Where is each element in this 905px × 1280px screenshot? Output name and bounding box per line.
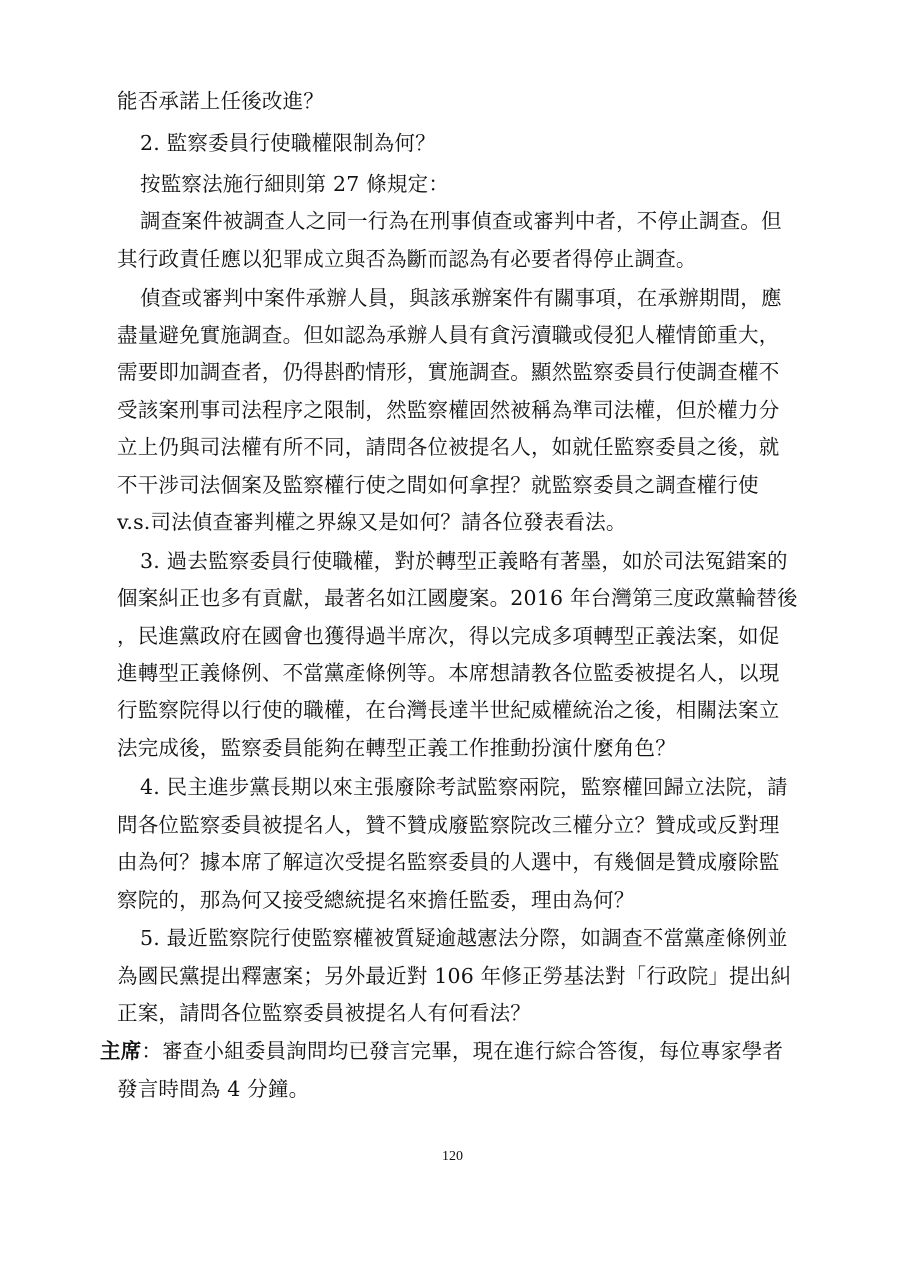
text-line: 不干涉司法個案及監察權行使之間如何拿捏？就監察委員之調查權行使 (117, 473, 759, 497)
text-line: 偵查或審判中案件承辦人員，與該承辦案件有關事項，在承辦期間，應 (140, 286, 782, 310)
text-line: 察院的，那為何又接受總統提名來擔任監委，理由為何？ (117, 888, 635, 912)
text-line: 立上仍與司法權有所不同，請問各位被提名人，如就任監察委員之後，就 (117, 435, 780, 459)
text-line: 調查案件被調查人之同一行為在刑事偵查或審判中者，不停止調查。但 (140, 209, 782, 233)
text-line: 正案，請問各位監察委員被提名人有何看法？ (117, 1001, 531, 1025)
chair-statement (100, 1031, 807, 1071)
text-line: 盡量避免實施調查。但如認為承辦人員有貪污瀆職或侵犯人權情節重大， (117, 323, 780, 347)
text-line: 需要即加調查者，仍得斟酌情形，實施調查。顯然監察委員行使調查權不 (117, 360, 780, 384)
question-5-heading: 5. 最近監察院行使監察權被質疑逾越憲法分際，如調查不當黨產條例並 (140, 926, 788, 950)
question-4-heading: 4. 民主進步黨長期以來主張廢除考試監察兩院，監察權回歸立法院，請 (140, 775, 788, 799)
text-line: 個案糾正也多有貢獻，最著名如江國慶案。2016 年台灣第三度政黨輪替後 (117, 586, 798, 610)
text-line: 行監察院得以行使的職權，在台灣長達半世紀威權統治之後，相關法案立 (117, 698, 780, 722)
text-line: 為國民黨提出釋憲案；另外最近對 106 年修正勞基法對「行政院」提出糾 (117, 964, 792, 988)
text-line: 能否承諾上任後改進？ (117, 89, 324, 113)
chair-text: 審查小組委員詢問均已發言完畢，現在進行綜合答復，每位專家學者 (162, 1039, 784, 1063)
text-line: 受該案刑事司法程序之限制，然監察權固然被稱為準司法權，但於權力分 (117, 398, 780, 422)
text-line: ，民進黨政府在國會也獲得過半席次，得以完成多項轉型正義法案，如促 (117, 624, 780, 648)
text-line: 法完成後，監察委員能夠在轉型正義工作推動扮演什麼角色？ (117, 736, 676, 760)
speaker-label: 主席 (100, 1039, 142, 1063)
text-line: 進轉型正義條例、不當黨產條例等。本席想請教各位監委被提名人，以現 (117, 661, 780, 685)
text-line: 由為何？據本席了解這次受提名監察委員的人選中，有幾個是贊成廢除監 (117, 850, 780, 874)
speaker-separator: ： (141, 1039, 163, 1063)
text-line: 按監察法施行細則第 27 條規定： (140, 172, 450, 196)
question-3-heading: 3. 過去監察委員行使職權，對於轉型正義略有著墨，如於司法冤錯案的 (140, 549, 788, 573)
text-line: 其行政責任應以犯罪成立與否為斷而認為有必要者得停止調查。 (117, 247, 697, 271)
text-line: 問各位監察委員被提名人，贊不贊成廢監察院改三權分立？贊成或反對理 (117, 813, 780, 837)
text-line: v.s.司法偵查審判權之界線又是如何？請各位發表看法。 (117, 510, 627, 534)
page-number: 120 (442, 1149, 463, 1164)
chair-statement-continued: 發言時間為 4 分鐘。 (117, 1077, 310, 1101)
question-2-heading: 2. 監察委員行使職權限制為何？ (140, 131, 436, 155)
